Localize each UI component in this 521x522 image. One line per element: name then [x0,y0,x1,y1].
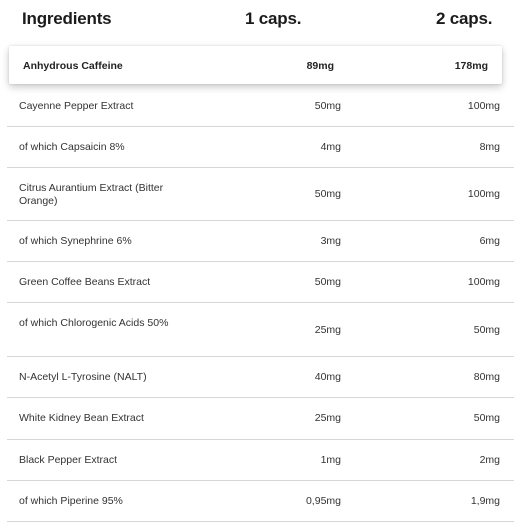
table-row [7,127,514,168]
amount-two-capsules: 1,9mg [470,495,500,507]
ingredient-name: Citrus Aurantium Extract (Bitter Orange) [19,182,164,207]
table-row [7,357,514,398]
ingredient-name: N-Acetyl L-Tyrosine (NALT) [19,371,147,383]
amount-one-capsule: 1mg [320,454,341,466]
ingredient-name: of which Synephrine 6% [19,235,132,247]
amount-one-capsule: 25mg [314,412,341,424]
amount-two-capsules: 6mg [479,235,500,247]
amount-two-capsules: 2mg [479,454,500,466]
table-row [7,398,514,440]
amount-two-capsules: 100mg [467,276,500,288]
amount-two-capsules: 100mg [467,100,500,112]
ingredient-name: Anhydrous Caffeine [23,60,123,72]
table-row [7,86,514,127]
amount-one-capsule: 3mg [320,235,341,247]
header-ingredients: Ingredients [22,9,112,28]
amount-two-capsules: 8mg [479,141,500,153]
ingredient-name: Green Coffee Beans Extract [19,276,151,288]
header-two-capsules: 2 caps. [436,9,493,28]
amount-one-capsule: 50mg [314,100,341,112]
highlighted-row [9,46,502,84]
amount-one-capsule: 0,95mg [305,495,341,507]
ingredient-name: White Kidney Bean Extract [19,412,144,424]
amount-two-capsules: 80mg [473,371,500,383]
table-row [7,221,514,262]
amount-one-capsule: 25mg [314,324,341,336]
table-row [7,262,514,303]
amount-two-capsules: 178mg [454,60,488,72]
ingredient-name: of which Chlorogenic Acids 50% [19,317,169,329]
table-row [7,303,514,357]
table-row [7,440,514,481]
amount-two-capsules: 50mg [473,412,500,424]
amount-one-capsule: 89mg [306,60,334,72]
ingredient-rows [0,86,521,522]
ingredient-name: Black Pepper Extract [19,454,118,466]
amount-one-capsule: 4mg [320,141,341,153]
amount-two-capsules: 50mg [473,324,500,336]
table-row [7,168,514,221]
ingredient-name: of which Piperine 95% [19,495,123,507]
amount-one-capsule: 40mg [314,371,341,383]
table-header [0,0,521,44]
amount-one-capsule: 50mg [314,276,341,288]
header-one-capsule: 1 caps. [245,9,302,28]
ingredient-name: Cayenne Pepper Extract [19,100,134,112]
amount-two-capsules: 100mg [467,188,500,200]
amount-one-capsule: 50mg [314,188,341,200]
ingredient-name: of which Capsaicin 8% [19,141,125,153]
table-row [7,481,514,522]
